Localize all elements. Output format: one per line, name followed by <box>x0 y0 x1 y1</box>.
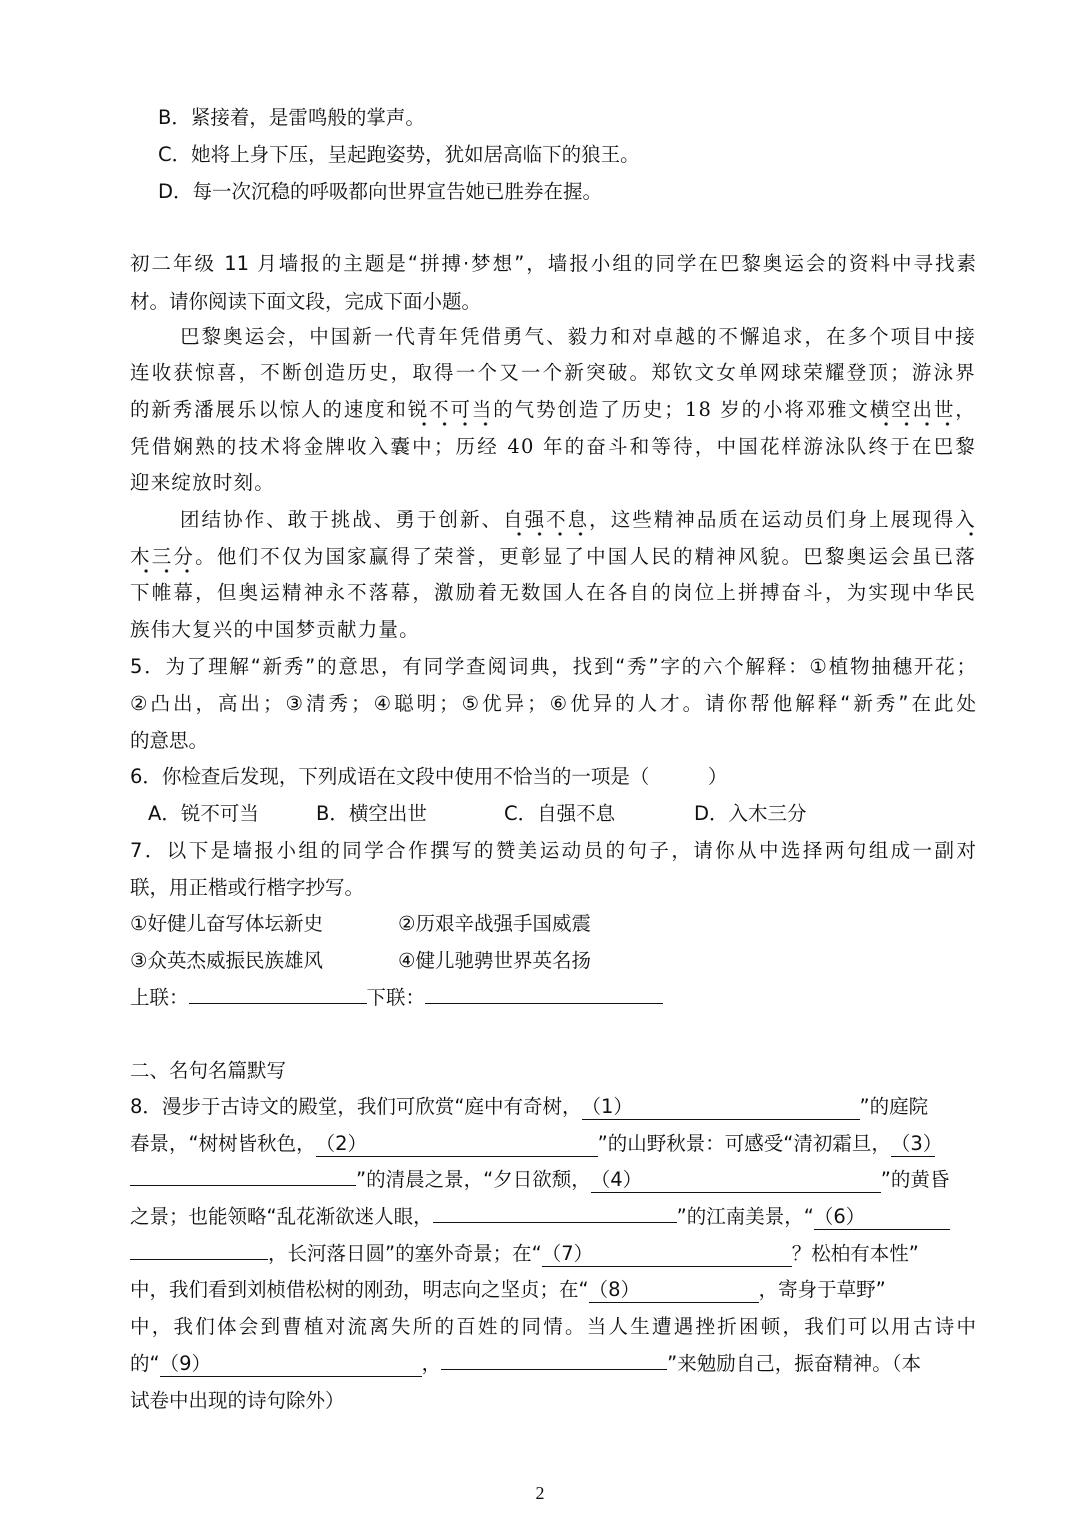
text-run: ， <box>421 1352 442 1375</box>
page-number: 2 <box>535 1483 545 1503</box>
text-run: 8．漫步于古诗文的殿堂，我们可欣赏“庭中有奇树， <box>130 1095 582 1118</box>
q8-line-2 <box>130 1130 976 1158</box>
blank-6-start[interactable] <box>814 1205 950 1230</box>
option-c: C．她将上身下压，呈起跑姿势，犹如居高临下的狼王。 <box>158 143 640 166</box>
dotted-text: 锐不可当 <box>408 398 493 427</box>
q8-line-8 <box>130 1350 976 1378</box>
q6-stem: 6．你检查后发现，下列成语在文段中使用不恰当的一项是（ ） <box>130 765 728 788</box>
passage-p1-line-2: 连收获惊喜，不断创造历史，取得一个又一个新突破。郑钦文女单网球荣耀登顶；游泳界 <box>130 361 976 384</box>
q7-sentence-3: ③众英杰威振民族雄风 <box>130 949 323 972</box>
upper-couplet-label: 上联： <box>130 986 189 1009</box>
text-run: 之景；也能领略“乱花渐欲迷人眼， <box>130 1205 433 1228</box>
upper-couplet-blank[interactable] <box>189 1003 367 1004</box>
text-run: 。他们不仅为国家赢得了荣誉，更彰显了中国人民的精神风貌。巴黎奥运会虽已落 <box>195 545 976 568</box>
intro-line-2: 材。请你阅读下面文段，完成下面小题。 <box>130 290 482 313</box>
blank-3[interactable] <box>130 1185 356 1186</box>
blank-6-label: （6） <box>813 1205 866 1228</box>
blank-7[interactable] <box>542 1242 792 1267</box>
blank-2-label: （2） <box>315 1132 368 1155</box>
q7-sentences-row-1 <box>130 910 976 938</box>
text-run: 中，我们看到刘桢借松树的刚劲，明志向之坚贞；在“ <box>130 1278 589 1301</box>
blank-4-label: （4） <box>590 1168 643 1191</box>
q6-option-d: D．入木三分 <box>694 802 807 825</box>
text-run: ”来勉励自己，振奋精神。（本 <box>667 1352 921 1375</box>
blank-2[interactable] <box>316 1132 598 1157</box>
text-run: 的“ <box>130 1352 160 1375</box>
passage-p2-line-4: 族伟大复兴的中国梦贡献力量。 <box>130 618 420 641</box>
blank-8-label: （8） <box>588 1278 641 1301</box>
blank-9-second[interactable] <box>441 1369 667 1370</box>
q6-option-a: A．锐不可当 <box>148 802 259 825</box>
q7-sentence-1: ①好健儿奋写体坛新史 <box>130 912 323 935</box>
blank-6[interactable] <box>130 1259 268 1260</box>
q8-line-5 <box>130 1240 976 1268</box>
text-run: 的气势创造了历史；18 岁的小将邓雅文 <box>493 398 870 421</box>
passage-p1-line-4: 凭借娴熟的技术将金牌收入囊中；历经 40 年的奋斗和等待，中国花样游泳队终于在巴黎 <box>130 435 976 458</box>
idiom-hengkongchushi <box>870 398 955 427</box>
q7-line-2: 联，用正楷或行楷字抄写。 <box>130 876 365 899</box>
option-d: D．每一次沉稳的呼吸都向世界宣告她已胜券在握。 <box>158 180 603 203</box>
text-run: ”的庭院 <box>859 1095 929 1118</box>
blank-9-first[interactable] <box>160 1352 422 1377</box>
text-run: ，这些精神品质在运动员们身上展现得 <box>589 508 956 531</box>
q6-option-c: C．自强不息 <box>504 802 616 825</box>
passage-p1-line-1: 巴黎奥运会，中国新一代青年凭借勇气、毅力和对卓越的不懈追求，在多个项目中接 <box>180 325 976 348</box>
passage-p2-line-1 <box>180 506 976 534</box>
passage-p2-line-3: 下帷幕，但奥运精神永不落幕，激励着无数国人在各自的岗位上拼搏奋斗，为实现中华民 <box>130 581 976 604</box>
q6-options <box>148 800 976 828</box>
intro-line-1: 初二年级 11 月墙报的主题是“拼搏·梦想”，墙报小组的同学在巴黎奥运会的资料中寻找素 <box>130 252 976 275</box>
blank-7-label: （7） <box>541 1242 594 1265</box>
option-b: B．紧接着，是雷鸣般的掌声。 <box>158 106 425 129</box>
text-run: ”的黄昏 <box>880 1168 950 1191</box>
idiom-rumusanfen-end <box>130 545 195 574</box>
q5-line-2: ②凸出，高出；③清秀；④聪明；⑤优异；⑥优异的人才。请你帮他解释“新秀”在此处 <box>130 692 976 715</box>
text-run: ”的清晨之景，“夕日欲颓， <box>356 1168 591 1191</box>
q5-line-1: 5．为了理解“新秀”的意思，有同学查阅词典，找到“秀”字的六个解释：①植物抽穗开花； <box>130 655 976 678</box>
dotted-text: 入 <box>955 508 976 537</box>
passage-p2-line-2 <box>130 543 976 571</box>
q5-line-3: 的意思。 <box>130 729 209 752</box>
idiom-ziqiangbuxi <box>503 508 589 537</box>
q8-line-1 <box>130 1093 976 1121</box>
text-run: 的新秀潘展乐以惊人的速度和 <box>130 398 408 421</box>
q8-line-4 <box>130 1203 976 1231</box>
q7-answer-row <box>130 984 976 1012</box>
blank-5[interactable] <box>433 1222 677 1223</box>
dotted-text: 自强不息 <box>503 508 589 537</box>
blank-3-label: （3） <box>890 1132 943 1155</box>
text-run: ， <box>955 398 976 421</box>
lower-couplet-label: 下联： <box>366 986 426 1009</box>
text-run: 春景，“树树皆秋色， <box>130 1132 316 1155</box>
section-2-heading: 二、名句名篇默写 <box>130 1059 287 1082</box>
idiom-ruibukedang <box>408 398 493 427</box>
q8-line-9: 试卷中出现的诗句除外） <box>130 1389 345 1412</box>
blank-9-label: （9） <box>159 1352 212 1375</box>
q7-sentence-4: ④健儿驰骋世界英名扬 <box>398 949 591 972</box>
q8-line-6 <box>130 1276 976 1304</box>
text-run: 团结协作、敢于挑战、勇于创新、 <box>180 508 504 531</box>
q8-line-7: 中，我们体会到曹植对流离失所的百姓的同情。当人生遭遇挫折困顿，我们可以用古诗中 <box>130 1315 976 1338</box>
dotted-text: 木三分 <box>130 545 195 574</box>
idiom-rumusanfen-start <box>955 508 976 537</box>
passage-p1-line-3 <box>130 396 976 424</box>
passage-p1-line-5: 迎来绽放时刻。 <box>130 471 275 494</box>
q7-sentence-2: ②历艰辛战强手国威震 <box>398 912 591 935</box>
q7-sentences-row-2 <box>130 947 976 975</box>
blank-1[interactable] <box>582 1095 860 1120</box>
text-run: ”的山野秋景：可感受“清初霜旦， <box>597 1132 891 1155</box>
blank-4[interactable] <box>591 1168 881 1193</box>
lower-couplet-blank[interactable] <box>425 1003 663 1004</box>
q7-line-1: 7．以下是墙报小组的同学合作撰写的赞美运动员的句子，请你从中选择两句组成一副对 <box>130 839 976 862</box>
text-run: ，长河落日圆”的塞外奇景；在“ <box>268 1242 542 1265</box>
text-run: ？松柏有本性” <box>791 1242 919 1265</box>
dotted-text: 横空出世 <box>870 398 955 427</box>
q6-option-b: B．横空出世 <box>316 802 427 825</box>
blank-1-label: （1） <box>581 1095 633 1118</box>
text-run: ，寄身于草野” <box>758 1278 886 1301</box>
blank-3-start[interactable] <box>890 1132 943 1157</box>
q8-line-3 <box>130 1166 976 1194</box>
text-run: ”的江南美景，“ <box>676 1205 814 1228</box>
blank-8[interactable] <box>589 1278 759 1303</box>
